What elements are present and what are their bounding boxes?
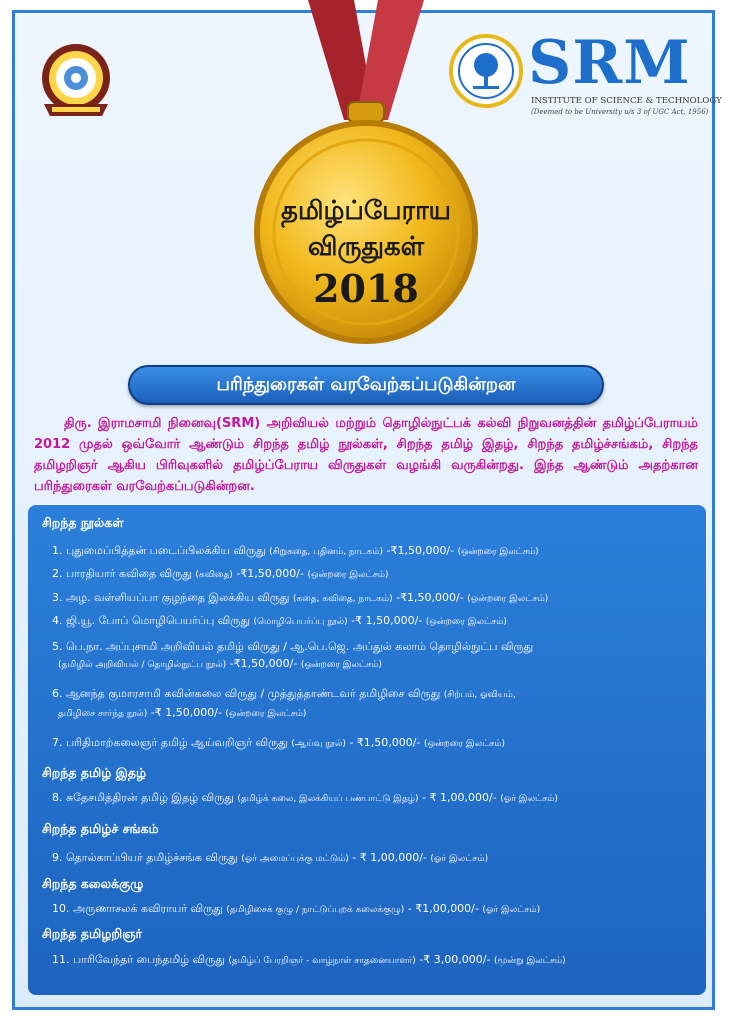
- section-title-scholar: சிறந்த தமிழறிஞர்: [42, 926, 143, 941]
- award-item: 6. ஆனந்த குமாரசாமி கவின்கலை விருது / முத்துத்தாண்டவர் தமிழிசை விருது (சிற்பம், ஓவியம், தமிழிசை சார்ந்த நூல்) -₹ 1,50,000/- (ஒன்றரை இலட்சம்): [52, 687, 516, 719]
- medal-title-line1: தமிழ்ப்பேராய: [281, 196, 451, 226]
- medal-title-line2: விருதுகள்: [307, 232, 425, 262]
- award-item: 3. அழ. வள்ளியப்பா குழந்தை இலக்கிய விருது (கதை, கவிதை, நாடகம்) -₹1,50,000/- (ஒன்றரை இலட்சம்): [52, 591, 549, 604]
- award-item: 9. தொல்காப்பியர் தமிழ்ச்சங்க விருது (ஓர் அமைப்புக்கு மட்டும்) - ₹ 1,00,000/- (ஓர் இலட்சம்): [52, 851, 489, 864]
- srm-subtitle: INSTITUTE OF SCIENCE & TECHNOLOGY: [531, 96, 722, 106]
- srm-tagline: (Deemed to be University u/s 3 of UGC Act, 1956): [531, 108, 709, 116]
- medal-year: 2018: [313, 266, 419, 311]
- intro-text: திரு. இராமசாமி நினைவு(SRM) அறிவியல் மற்றும் தொழில்நுட்பக் கல்வி நிறுவனத்தின் தமிழ்ப்பேராயம் 2012 முதல் ஒவ்வோர் ஆண்டும் சிறந்த தமிழ் நூல்கள், சிறந்த தமிழ் இதழ், சிறந்த தமிழ்ச்சங்கம், சிறந்த தமிழறிஞர் ஆகிய பிரிவுகளில் தமிழ்ப்பேராய விருதுகள் வழங்கி வருகின்றது. இந்த ஆண்டும் அதற்கான பரிந்துரைகள் வரவேற்கப்படுகின்றன.: [34, 416, 698, 494]
- section-title-troupe: சிறந்த கலைக்குழு: [42, 876, 144, 891]
- award-item: 4. ஜி.யூ. போப் மொழிபெயர்ப்பு விருது (மொழிபெயர்ப்பு நூல்) -₹ 1,50,000/- (ஒன்றரை இலட்சம்): [52, 614, 507, 627]
- award-item: 7. பரிதிமாற்கலைஞர் தமிழ் ஆய்வறிஞர் விருது (ஆய்வு நூல்) - ₹1,50,000/- (ஒன்றரை இலட்சம்): [52, 736, 506, 749]
- section-title-journal: சிறந்த தமிழ் இதழ்: [42, 765, 147, 780]
- section-title-sangam: சிறந்த தமிழ்ச் சங்கம்: [42, 821, 159, 836]
- award-item: 11. பாரிவேந்தர் பைந்தமிழ் விருது (தமிழ்ப் பேரறிஞர் - வாழ்நாள் சாதனையாளர்) -₹ 3,00,000/- (மூன்று இலட்சம்): [52, 953, 566, 966]
- intro-paragraph: [34, 413, 698, 497]
- srm-logo-text: SRM: [528, 28, 691, 98]
- tamil-perayam-emblem-icon: [34, 38, 118, 122]
- award-item: 1. புதுமைப்பித்தன் படைப்பிலக்கிய விருது (சிறுகதை, புதினம், நாடகம்) -₹1,50,000/- (ஒன்றரை இலட்சம்): [52, 544, 539, 557]
- award-item: 5. பெ.நா. அப்புசாமி அறிவியல் தமிழ் விருது / ஆ.பெ.ஜெ. அப்துல் கலாம் தொழில்நுட்ப விருது (தமிழில் அறிவியல் / தொழில்நுட்ப நூல்) -₹1,50,000/- (ஒன்றரை இலட்சம்): [52, 640, 534, 670]
- award-item: 8. சுதேசமித்திரன் தமிழ் இதழ் விருது (தமிழ்க் கலை, இலக்கியப் பண்பாட்டு இதழ்) - ₹ 1,00,000/- (ஓர் இலட்சம்): [52, 791, 558, 804]
- award-item: 2. பாரதியார் கவிதை விருது (கவிதை) -₹1,50,000/- (ஒன்றரை இலட்சம்): [52, 567, 389, 580]
- award-item: 10. அருணாசலக் கவிராயர் விருது (தமிழிசைக் குழு / நாட்டுப்புறக் கலைக்குழு) - ₹1,00,000/- (ஓர் இலட்சம்): [52, 902, 541, 915]
- section-title-books: சிறந்த நூல்கள்: [42, 515, 124, 530]
- nominations-banner: பரிந்துரைகள் வரவேற்கப்படுகின்றன: [128, 365, 604, 405]
- awards-panel: [28, 505, 706, 995]
